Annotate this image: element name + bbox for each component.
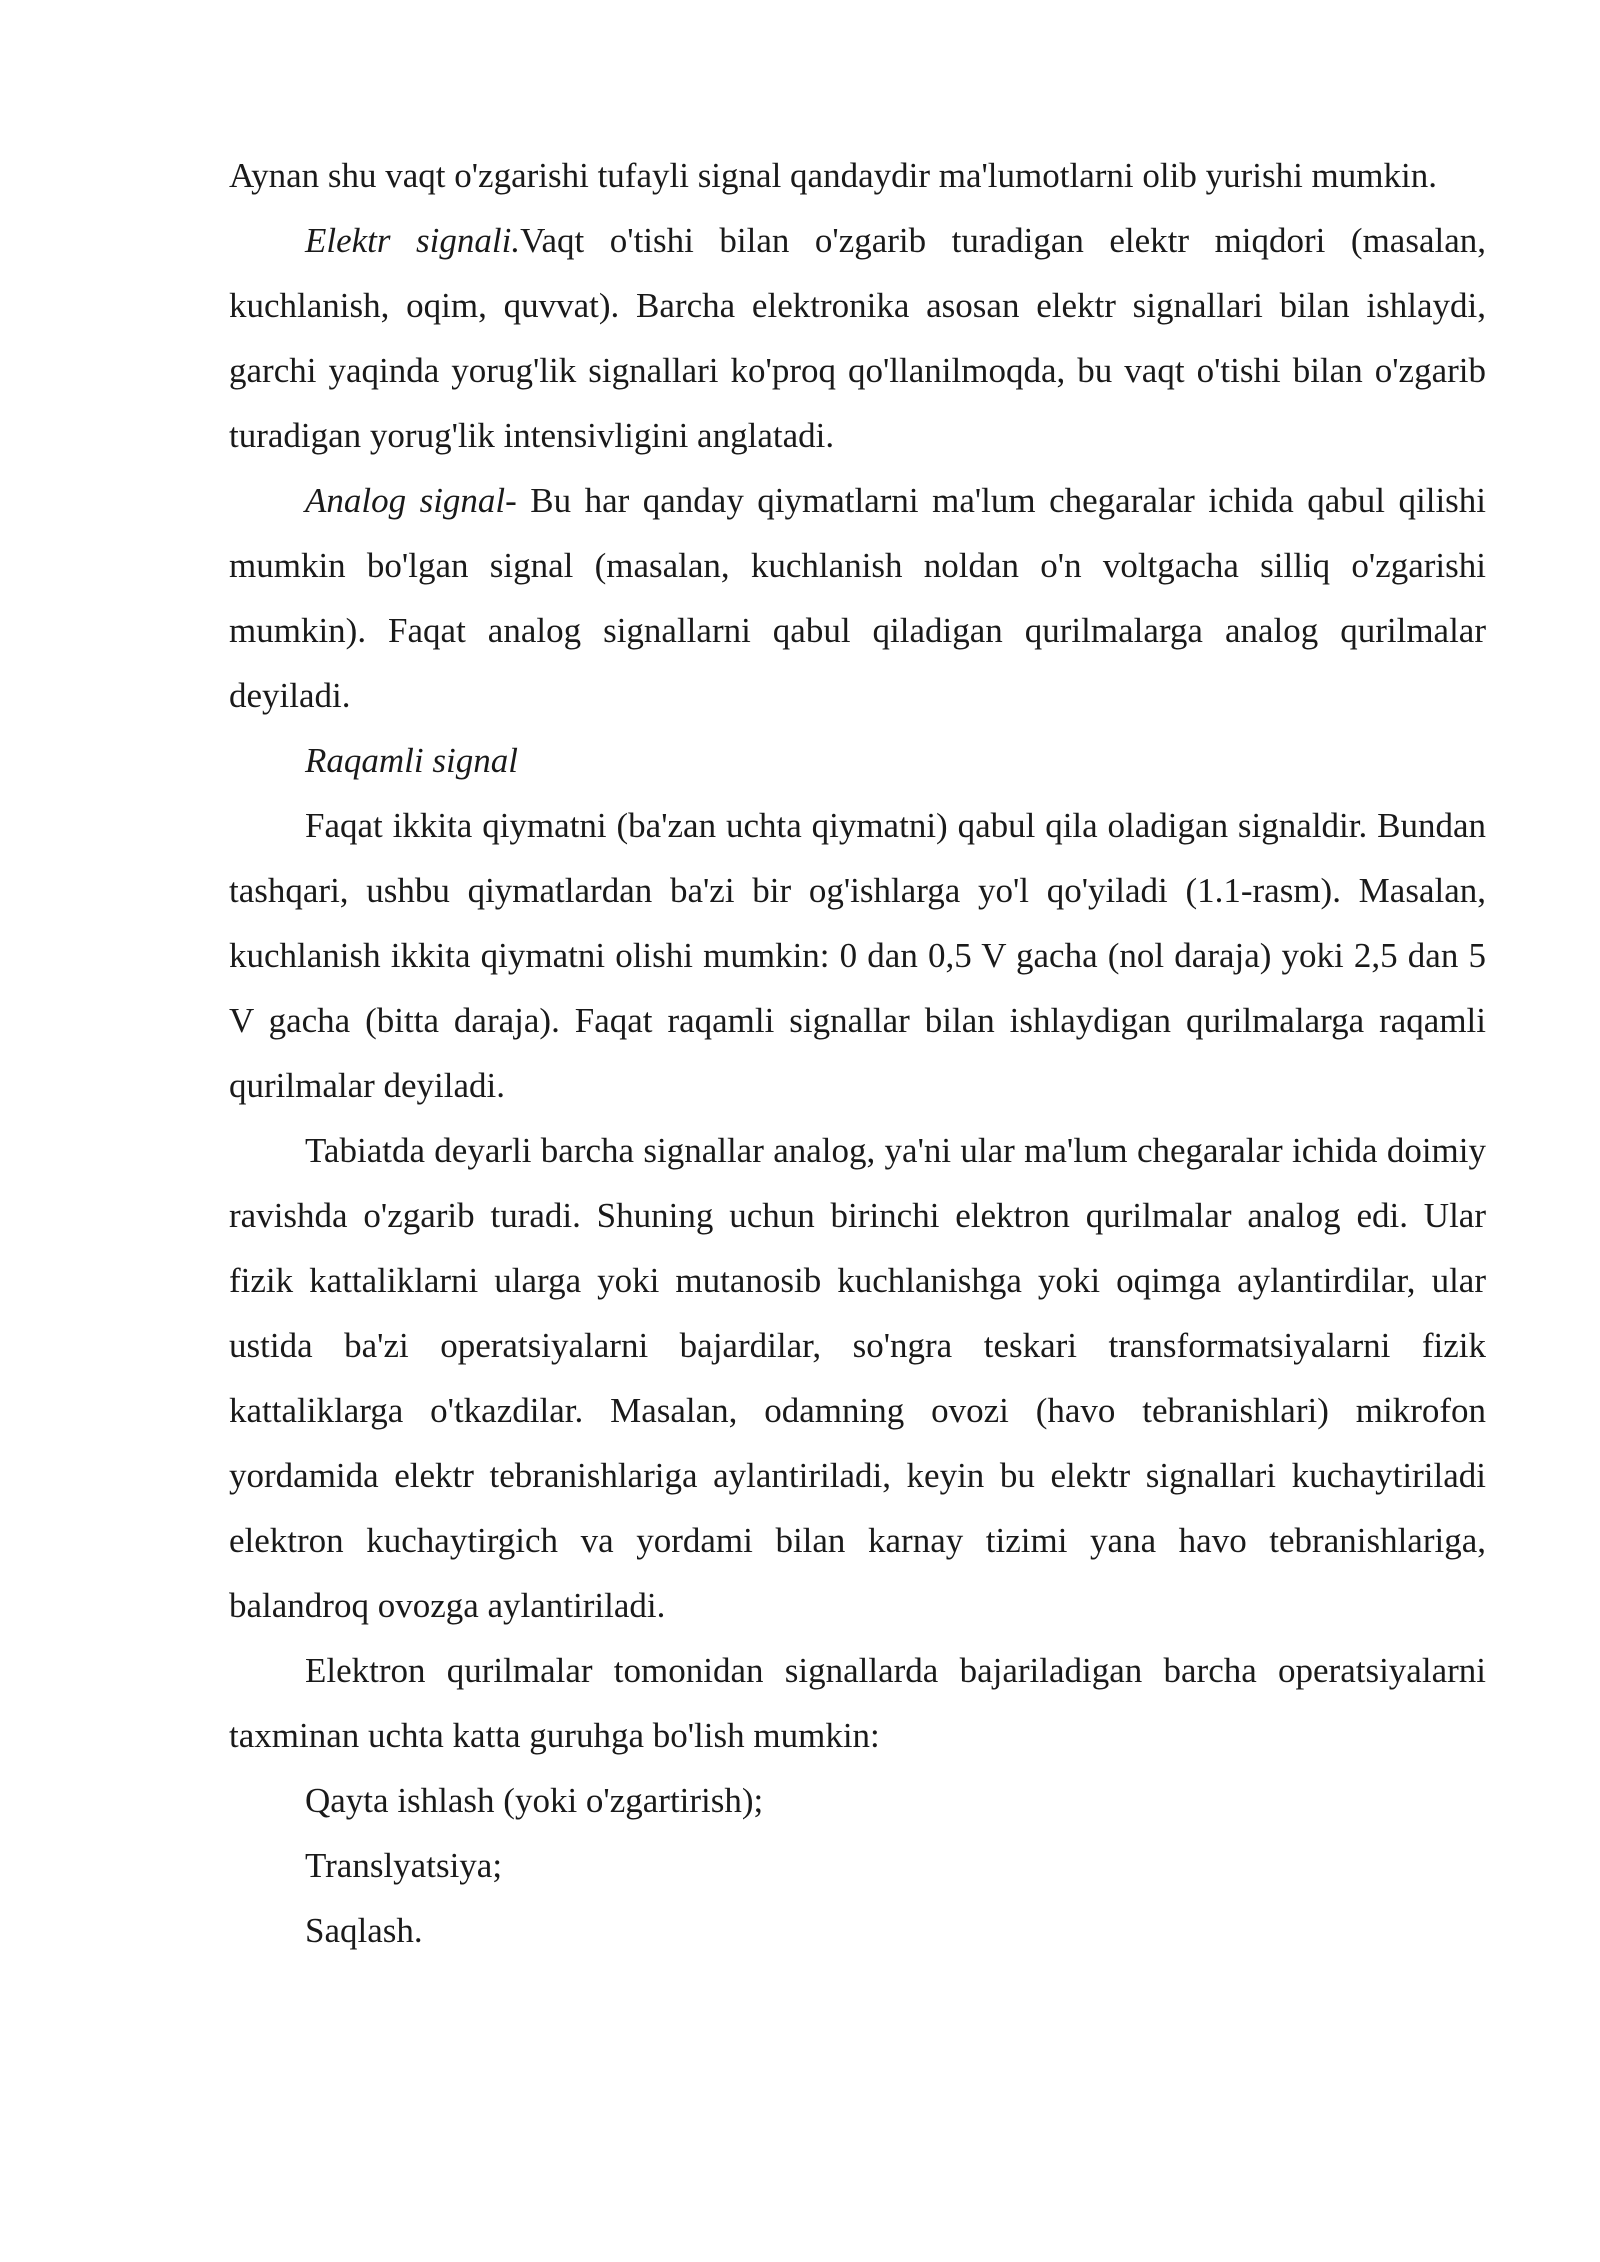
document-page	[229, 143, 1486, 1963]
definition-analog-signal: Bu har qanday qiymatlarni ma'lum chegaralar ichida qabul qilishi mumkin bo'lgan signal (masalan, kuchlanish noldan o'n voltgacha silliq o'zgarishi mumkin). Faqat analog signallarni qabul qiladigan qurilmalarga analog qurilmalar deyiladi.	[229, 481, 1487, 715]
paragraph-nature-signals: Tabiatda deyarli barcha signallar analog, ya'ni ular ma'lum chegaralar ichida doimiy ravishda o'zgarib turadi. Shuning uchun birinchi elektron qurilmalar analog edi. Ular fizik kattaliklarni ularga yoki mutanosib kuchlanishga yoki oqimga aylantirdilar, ular ustida ba'zi operatsiyalarni bajardilar, so'ngra teskari transformatsiyalarni fizik kattaliklarga o'tkazdilar. Masalan, odamning ovozi (havo tebranishlari) mikrofon yordamida elektr tebranishlariga aylantiriladi, keyin bu elektr signallari kuchaytiriladi elektron kuchaytirgich va yordami bilan karnay tizimi yana havo tebranishlariga, balandroq ovozga aylantiriladi.	[229, 1131, 1486, 1625]
list-item-translation: Translyatsiya;	[305, 1846, 503, 1885]
definition-electric-signal: Vaqt o'tishi bilan o'zgarib turadigan elektr miqdori (masalan, kuchlanish, oqim, quvvat). Barcha elektronika asosan elektr signallari bilan ishlaydi, garchi yaqinda yorug'lik signallari ko'proq qo'llanilmoqda, bu vaqt o'tishi bilan o'zgarib turadigan yorug'lik intensivligini anglatadi.	[229, 221, 1487, 455]
list-item-processing: Qayta ishlash (yoki o'zgartirish);	[305, 1781, 764, 1820]
paragraph-analog-signal	[229, 468, 1486, 728]
list-item-storage: Saqlash.	[305, 1911, 423, 1950]
term-analog-signal: Analog signal-	[305, 481, 517, 520]
paragraph-electric-signal	[229, 208, 1486, 468]
heading-digital-signal: Raqamli signal	[305, 741, 518, 780]
paragraph-intro: Aynan shu vaqt o'zgarishi tufayli signal qandaydir ma'lumotlarni olib yurishi mumkin.	[229, 156, 1437, 195]
term-electric-signal: Elektr signali.	[305, 221, 521, 260]
paragraph-digital-signal: Faqat ikkita qiymatni (ba'zan uchta qiymatni) qabul qila oladigan signaldir. Bundan tashqari, ushbu qiymatlardan ba'zi bir og'ishlarga yo'l qo'yiladi (1.1-rasm). Masalan, kuchlanish ikkita qiymatni olishi mumkin: 0 dan 0,5 V gacha (nol daraja) yoki 2,5 dan 5 V gacha (bitta daraja). Faqat raqamli signallar bilan ishlaydigan qurilmalarga raqamli qurilmalar deyiladi.	[229, 806, 1486, 1105]
paragraph-operations: Elektron qurilmalar tomonidan signallarda bajariladigan barcha operatsiyalarni taxminan uchta katta guruhga bo'lish mumkin:	[229, 1651, 1486, 1755]
